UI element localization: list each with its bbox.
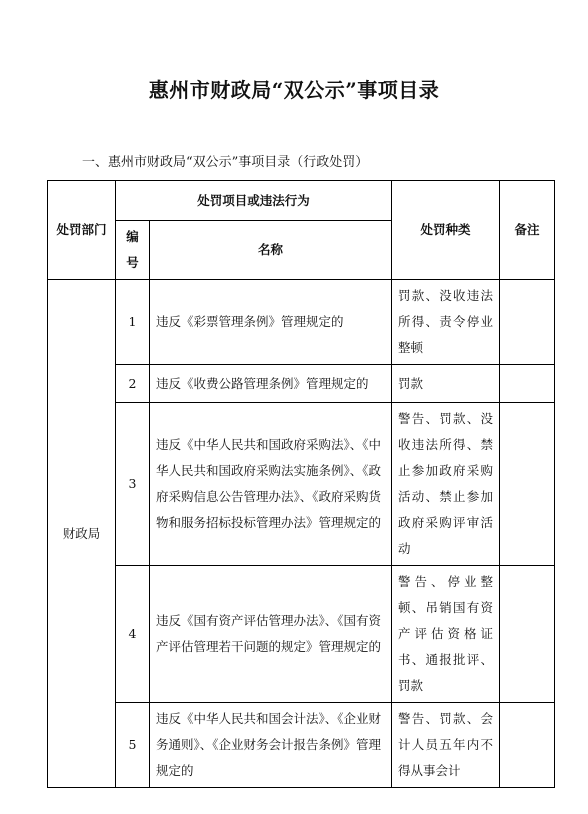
header-number-label: 编号 (126, 229, 139, 270)
header-remarks (500, 181, 555, 280)
row-remark (500, 403, 555, 566)
row-number: 4 (116, 566, 150, 703)
row-name: 违反《中华人民共和国会计法》、《企业财务通则》、《企业财务会计报告条例》管理规定的 (150, 703, 392, 788)
row-number: 3 (116, 403, 150, 566)
header-item-group (116, 181, 392, 221)
header-item-group-label: 处罚项目或违法行为 (197, 192, 310, 208)
row-name: 违反《彩票管理条例》管理规定的 (150, 280, 392, 365)
table-row (48, 566, 555, 703)
header-remarks-label: 备注 (514, 222, 540, 237)
document-title: 惠州市财政局“双公示”事项目录 (148, 78, 440, 102)
row-penalty-text: 警告、罚款、会计人员五年内不得从事会计 (398, 711, 494, 778)
row-name: 违反《中华人民共和国政府采购法》、《中华人民共和国政府采购法实施条例》、《政府采购信息公告管理办法》、《政府采购货物和服务招标投标管理办法》管理规定的 (150, 403, 392, 566)
row-name: 违反《收费公路管理条例》管理规定的 (150, 365, 392, 403)
row-remark (500, 703, 555, 788)
row-penalty: 警告、罚款、没收违法所得、禁止参加政府采购活动、禁止参加政府采购评审活动 (392, 403, 500, 566)
department-cell (48, 280, 116, 788)
department-label: 财政局 (62, 525, 101, 541)
row-penalty: 罚款、没收违法所得、责令停业整顿 (392, 280, 500, 365)
header-penalty-type (392, 181, 500, 280)
header-name (150, 221, 392, 280)
header-dept-label: 处罚部门 (56, 222, 107, 237)
header-penalty-type-label: 处罚种类 (420, 222, 471, 237)
header-dept (48, 181, 116, 280)
table-row (48, 703, 555, 788)
table-row (48, 280, 555, 365)
row-remark (500, 566, 555, 703)
header-name-label: 名称 (258, 242, 284, 257)
row-number: 1 (116, 280, 150, 365)
table-row (48, 403, 555, 566)
row-number: 5 (116, 703, 150, 788)
penalty-table (47, 180, 555, 788)
table-row (48, 365, 555, 403)
header-number (116, 221, 150, 280)
row-remark (500, 365, 555, 403)
row-name: 违反《国有资产评估管理办法》、《国有资产评估管理若干问题的规定》管理规定的 (150, 566, 392, 703)
section-subtitle: 一、惠州市财政局“双公示”事项目录（行政处罚） (82, 155, 369, 170)
row-penalty (392, 703, 500, 788)
row-penalty: 罚款 (392, 365, 500, 403)
row-penalty: 警告、停业整顿、吊销国有资产评估资格证书、通报批评、罚款 (392, 566, 500, 703)
row-number: 2 (116, 365, 150, 403)
row-remark (500, 280, 555, 365)
